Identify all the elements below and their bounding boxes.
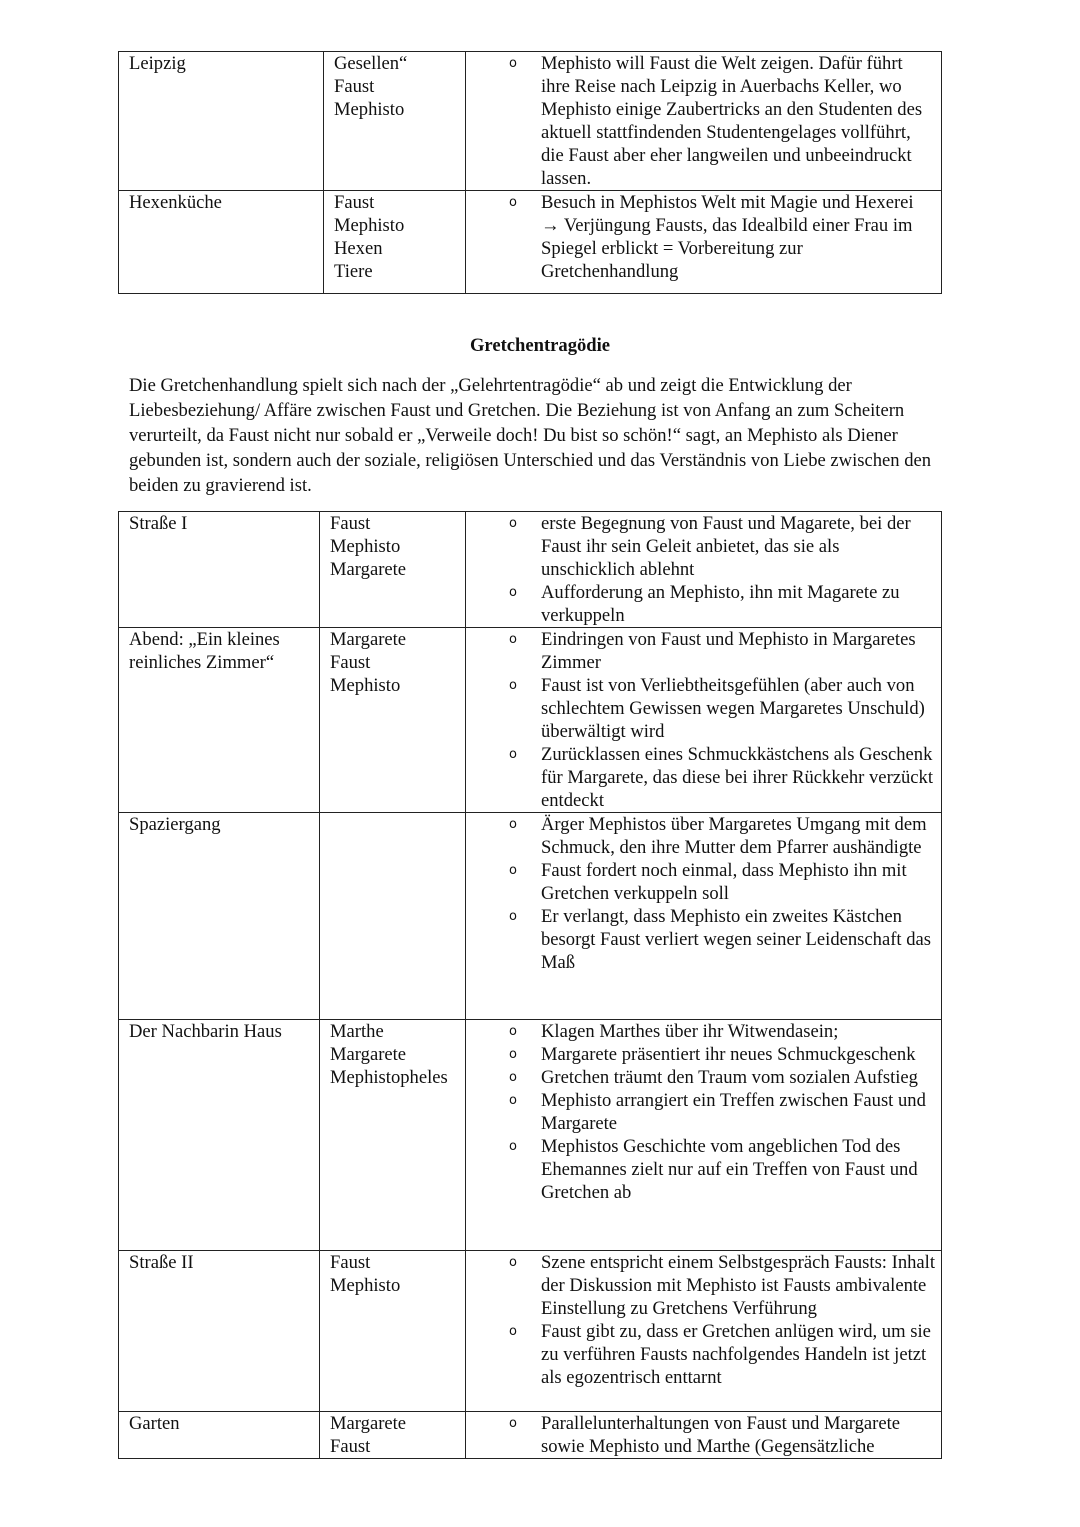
note-item: o Mephisto arrangiert ein Treffen zwischen Faust und Margarete [466, 1089, 941, 1135]
characters-cell [320, 1412, 466, 1459]
scene-cell: Straße I [119, 512, 320, 628]
notes-cell [466, 1251, 942, 1412]
characters-cell [324, 191, 466, 294]
scene-cell: Straße II [119, 1251, 320, 1412]
notes-cell [466, 1020, 942, 1251]
character-name: Hexen [334, 238, 383, 259]
characters-cell [320, 1251, 466, 1412]
table-row [119, 813, 942, 1020]
scene-cell: Leipzig [119, 52, 324, 191]
table-row [119, 512, 942, 628]
character-name: Marthe [330, 1021, 384, 1042]
characters-cell [320, 628, 466, 813]
note-item: o Klagen Marthes über ihr Witwendasein; [466, 1020, 941, 1043]
character-name: Margarete [330, 559, 407, 580]
notes-cell [466, 813, 942, 1020]
scene-cell: Garten [119, 1412, 320, 1459]
table-row [119, 628, 942, 813]
note-item: o Aufforderung an Mephisto, ihn mit Magarete zu verkuppeln [466, 581, 941, 627]
note-item: o Faust ist von Verliebtheitsgefühlen (aber auch von schlechtem Gewissen wegen Margaretes Unschuld) überwältigt wird [466, 674, 941, 743]
table-row [119, 1412, 942, 1459]
note-item: o Margarete präsentiert ihr neues Schmuckgeschenk [466, 1043, 941, 1066]
character-name: Mephisto [334, 215, 405, 236]
note-item: o Szene entspricht einem Selbstgespräch Fausts: Inhalt der Diskussion mit Mephisto ist Fausts ambivalente Einstellung zu Gretchens Verführung [466, 1251, 941, 1320]
character-name: Faust [330, 652, 371, 673]
character-name: Margarete [330, 1044, 407, 1065]
character-name: Mephistopheles [330, 1067, 448, 1088]
character-name: Margarete [330, 1413, 407, 1434]
scene-cell: Abend: „Ein kleines reinliches Zimmer“ [119, 628, 320, 813]
character-name: Gesellen“ [334, 53, 408, 74]
character-name: Faust [330, 1436, 371, 1457]
table-row [119, 191, 942, 294]
note-item: o erste Begegnung von Faust und Magarete, bei der Faust ihr sein Geleit anbietet, das sie als unschicklich ablehnt [466, 512, 941, 581]
note-item: o Besuch in Mephistos Welt mit Magie und Hexerei → Verjüngung Fausts, das Idealbild einer Frau im Spiegel erblickt = Vorbereitung zur Gretchenhandlung [466, 191, 941, 283]
table-row [119, 1020, 942, 1251]
characters-cell [320, 813, 466, 1020]
characters-cell [324, 52, 466, 191]
character-name: Faust [330, 1252, 371, 1273]
notes-cell [466, 628, 942, 813]
section-heading: Gretchentragödie [469, 335, 611, 356]
note-item: o Eindringen von Faust und Mephisto in Margaretes Zimmer [466, 628, 941, 674]
note-item: o Faust gibt zu, dass er Gretchen anlügen wird, um sie zu verführen Fausts nachfolgendes Handeln ist jetzt als egozentrisch enttarnt [466, 1320, 941, 1389]
note-item: o Mephistos Geschichte vom angeblichen Tod des Ehemannes zielt nur auf ein Treffen von Faust und Gretchen ab [466, 1135, 941, 1204]
scene-table-top [118, 51, 942, 294]
notes-cell [466, 52, 942, 191]
character-name: Faust [334, 192, 375, 213]
scene-cell: Hexenküche [119, 191, 324, 294]
character-name: Mephisto [334, 99, 405, 120]
note-item: o Mephisto will Faust die Welt zeigen. Dafür führt ihre Reise nach Leipzig in Auerbachs Keller, wo Mephisto einige Zaubertricks an den Studenten des aktuell stattfindenden Studentengelages vollführt, die Faust aber eher langweilen und unbeeindruckt lassen. [466, 52, 941, 190]
table-row [119, 52, 942, 191]
note-item: o Er verlangt, dass Mephisto ein zweites Kästchen besorgt Faust verliert wegen seiner Leidenschaft das Maß [466, 905, 941, 974]
note-item: o Parallelunterhaltungen von Faust und Margarete sowie Mephisto und Marthe (Gegensätzliche [466, 1412, 941, 1458]
note-item: o Zurücklassen eines Schmuckkästchens als Geschenk für Margarete, das diese bei ihrer Rückkehr verzückt entdeckt [466, 743, 941, 812]
character-name: Faust [330, 513, 371, 534]
characters-cell [320, 1020, 466, 1251]
section-intro: Die Gretchenhandlung spielt sich nach der „Gelehrtentragödie“ ab und zeigt die Entwicklung der Liebesbeziehung/ Affäre zwischen Faust und Gretchen. Die Beziehung ist von Anfang an zum Scheitern verurteilt, da Faust nicht nur sobald er „Verweile doch! Du bist so schön!“ sagt, an Mephisto als Diener gebunden ist, sondern auch der soziale, religiösen Unterschied und das Verständnis von Liebe zwischen den beiden zu gravierend ist. [129, 375, 932, 496]
note-item: o Gretchen träumt den Traum vom sozialen Aufstieg [466, 1066, 941, 1089]
scene-cell: Der Nachbarin Haus [119, 1020, 320, 1251]
table-row [119, 1251, 942, 1412]
notes-cell [466, 191, 942, 294]
character-name: Faust [334, 76, 375, 97]
characters-cell [320, 512, 466, 628]
scene-cell: Spaziergang [119, 813, 320, 1020]
notes-cell [466, 1412, 942, 1459]
notes-cell [466, 512, 942, 628]
scene-table-main [118, 511, 942, 1459]
character-name: Tiere [334, 261, 373, 282]
note-item: o Ärger Mephistos über Margaretes Umgang mit dem Schmuck, den ihre Mutter dem Pfarrer aushändigte [466, 813, 941, 859]
note-item: o Faust fordert noch einmal, dass Mephisto ihn mit Gretchen verkuppeln soll [466, 859, 941, 905]
character-name: Mephisto [330, 675, 401, 696]
character-name: Margarete [330, 629, 407, 650]
character-name: Mephisto [330, 1275, 401, 1296]
character-name: Mephisto [330, 536, 401, 557]
